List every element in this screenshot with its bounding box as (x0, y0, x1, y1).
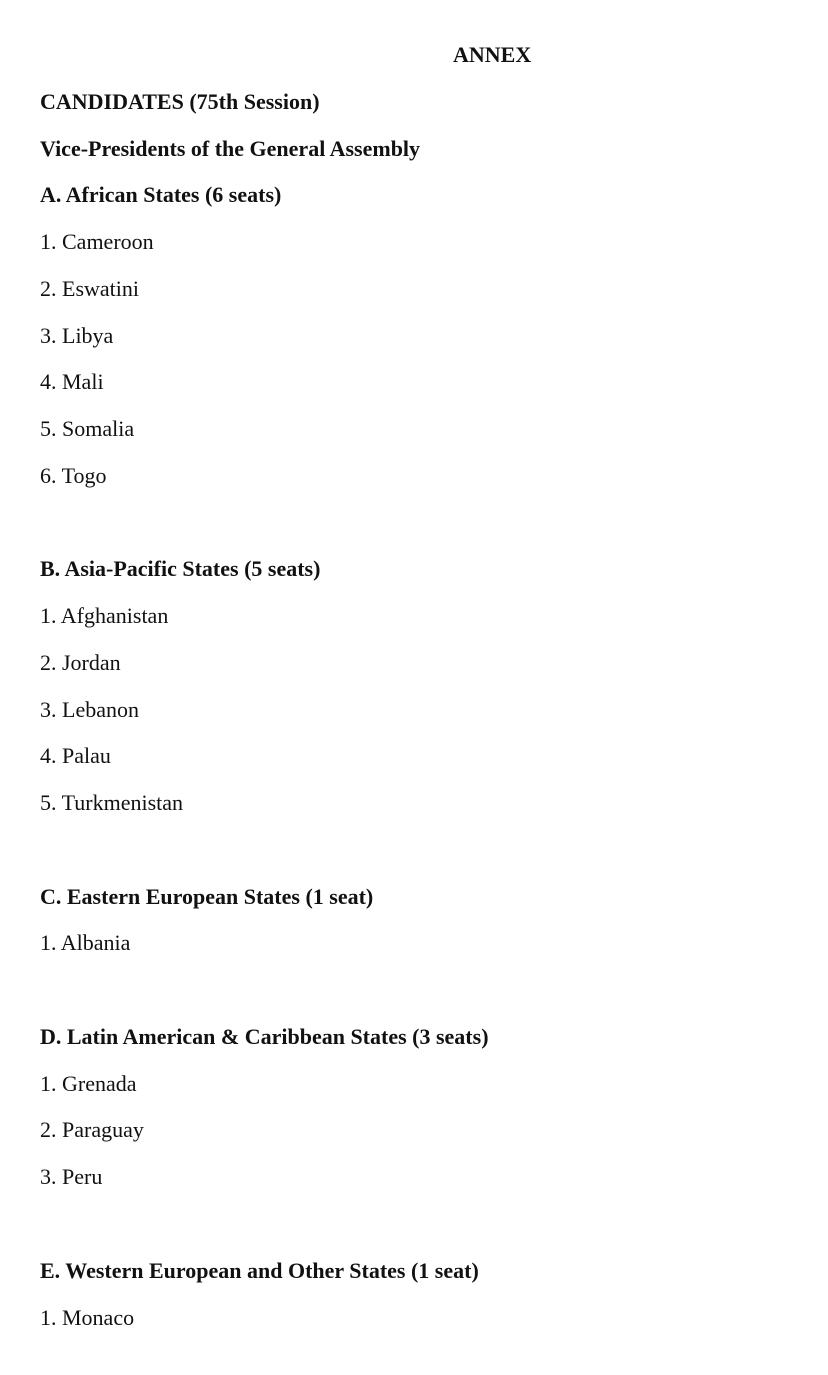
list-item: 2. Eswatini (40, 276, 139, 301)
group-d-title: D. Latin American & Caribbean States (3 seats) (40, 1024, 489, 1049)
list-item: 2. Paraguay (40, 1117, 144, 1142)
list-item: 4. Mali (40, 369, 104, 394)
group-e-title: E. Western European and Other States (1 seat) (40, 1258, 479, 1283)
list-item: 5. Somalia (40, 416, 135, 441)
vice-presidents-subheading: Vice-Presidents of the General Assembly (40, 136, 421, 161)
list-item: 3. Libya (40, 323, 114, 348)
group-a-title: A. African States (6 seats) (40, 182, 282, 207)
group-b-title: B. Asia-Pacific States (5 seats) (40, 556, 321, 581)
list-item: 3. Peru (40, 1164, 103, 1189)
list-item: 1. Grenada (40, 1071, 137, 1096)
list-item: 1. Cameroon (40, 229, 154, 254)
list-item: 1. Monaco (40, 1305, 135, 1330)
annex-title: ANNEX (453, 42, 532, 67)
list-item: 1. Afghanistan (40, 603, 169, 628)
list-item: 1. Albania (40, 930, 131, 955)
list-item: 6. Togo (40, 463, 107, 488)
list-item: 5. Turkmenistan (40, 790, 184, 815)
group-c-title: C. Eastern European States (1 seat) (40, 884, 374, 909)
list-item: 3. Lebanon (40, 697, 139, 722)
list-item: 4. Palau (40, 743, 111, 768)
candidates-heading: CANDIDATES (75th Session) (40, 89, 320, 114)
list-item: 2. Jordan (40, 650, 121, 675)
